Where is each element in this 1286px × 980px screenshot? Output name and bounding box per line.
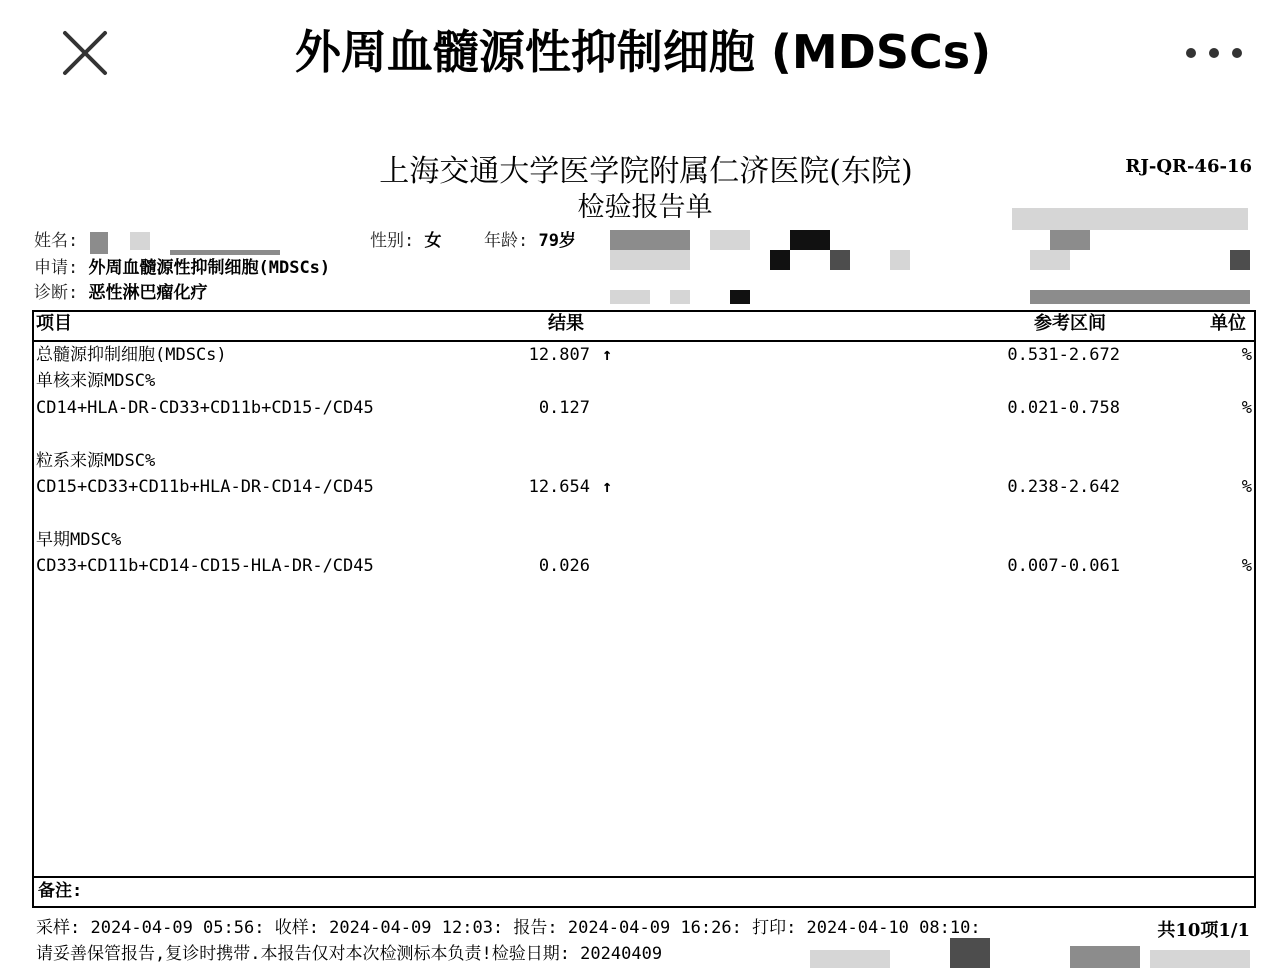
redacted-block <box>1050 230 1090 250</box>
hospital-name: 上海交通大学医学院附属仁济医院(东院) <box>379 154 913 189</box>
redacted-block <box>790 230 830 250</box>
more-button[interactable] <box>1182 40 1246 66</box>
more-horizontal-icon <box>1182 40 1246 66</box>
row-result <box>390 397 590 419</box>
row-reference: 0.007-0.061 <box>1007 556 1120 576</box>
top-bar <box>0 0 1286 110</box>
age-value: 79岁 <box>538 231 576 251</box>
redacted-block <box>1030 250 1070 270</box>
redacted-block <box>130 232 150 250</box>
sex-field <box>370 230 442 252</box>
redacted-block <box>1150 950 1250 968</box>
redacted-block <box>1070 946 1140 968</box>
close-button[interactable] <box>58 26 112 80</box>
row-item-name: CD33+CD11b+CD14-CD15-HLA-DR-/CD45 <box>36 556 374 576</box>
request-label: 申请: <box>34 258 79 278</box>
result-value: 0.026 <box>538 556 590 576</box>
redacted-block <box>610 230 690 250</box>
result-value: 12.807 <box>528 345 590 365</box>
redacted-block <box>170 250 280 255</box>
redacted-block <box>770 250 790 270</box>
row-item-name: 总髓源抑制细胞(MDSCs) <box>36 345 227 365</box>
column-result: 结果 <box>548 313 584 334</box>
sex-label: 性别: <box>370 231 415 251</box>
row-unit: % <box>1241 556 1252 576</box>
redacted-block <box>1012 208 1248 230</box>
row-item-name: 早期MDSC% <box>36 530 122 550</box>
row-item-name: CD14+HLA-DR-CD33+CD11b+CD15-/CD45 <box>36 398 374 418</box>
report-document <box>0 120 1286 980</box>
column-reference: 参考区间 <box>1034 313 1106 334</box>
row-item-name: CD15+CD33+CD11b+HLA-DR-CD14-/CD45 <box>36 477 374 497</box>
redacted-block <box>810 950 890 968</box>
footer-times: 采样: 2024-04-09 05:56: 收样: 2024-04-09 12:03: 报告: 2024-04-09 16:26: 打印: 2024-04-10 08:10: <box>36 918 981 938</box>
remarks-label: 备注: <box>38 881 83 901</box>
result-value: 0.127 <box>538 398 590 418</box>
row-unit: % <box>1241 477 1252 497</box>
form-number: RJ-QR-46-16 <box>1125 156 1252 177</box>
redacted-name <box>90 232 108 254</box>
results-table <box>32 310 1256 878</box>
redacted-block <box>1030 290 1250 304</box>
redacted-block <box>950 938 990 968</box>
column-item: 项目 <box>36 313 72 334</box>
name-label: 姓名: <box>34 231 79 251</box>
high-flag: ↑ <box>602 477 613 497</box>
footer-note: 请妥善保管报告,复诊时携带.本报告仅对本次检测标本负责!检验日期: 20240409 <box>36 944 663 964</box>
row-item-name: 单核来源MDSC% <box>36 371 156 391</box>
column-unit: 单位 <box>1210 313 1246 334</box>
request-field <box>34 257 330 279</box>
name-field <box>34 230 78 252</box>
redacted-block <box>830 250 850 270</box>
redacted-block <box>670 290 690 304</box>
row-result <box>390 476 590 498</box>
high-flag: ↑ <box>602 345 613 365</box>
report-title: 检验报告单 <box>577 192 713 223</box>
row-unit: % <box>1241 345 1252 365</box>
close-icon <box>58 26 112 80</box>
page-title: 外周血髓源性抑制细胞 (MDSCs) <box>294 25 992 79</box>
redacted-block <box>710 230 750 250</box>
redacted-block <box>610 250 690 270</box>
age-label: 年龄: <box>484 231 529 251</box>
remarks-box <box>32 876 1256 908</box>
page-count: 共10项1/1 <box>1157 920 1250 941</box>
row-result <box>390 555 590 577</box>
redacted-block <box>890 250 910 270</box>
diagnosis-field <box>34 282 208 304</box>
row-reference: 0.021-0.758 <box>1007 398 1120 418</box>
row-unit: % <box>1241 398 1252 418</box>
redacted-block <box>730 290 750 304</box>
row-reference: 0.238-2.642 <box>1007 477 1120 497</box>
request-value: 外周血髓源性抑制细胞(MDSCs) <box>88 258 331 278</box>
result-value: 12.654 <box>528 477 590 497</box>
redacted-block <box>610 290 650 304</box>
redacted-block <box>1230 250 1250 270</box>
diagnosis-value: 恶性淋巴瘤化疗 <box>88 283 208 303</box>
row-result <box>390 344 590 366</box>
sex-value: 女 <box>424 231 442 251</box>
row-item-name: 粒系来源MDSC% <box>36 451 156 471</box>
row-reference: 0.531-2.672 <box>1007 345 1120 365</box>
age-field <box>484 230 576 252</box>
diagnosis-label: 诊断: <box>34 283 79 303</box>
table-header <box>34 312 1254 342</box>
